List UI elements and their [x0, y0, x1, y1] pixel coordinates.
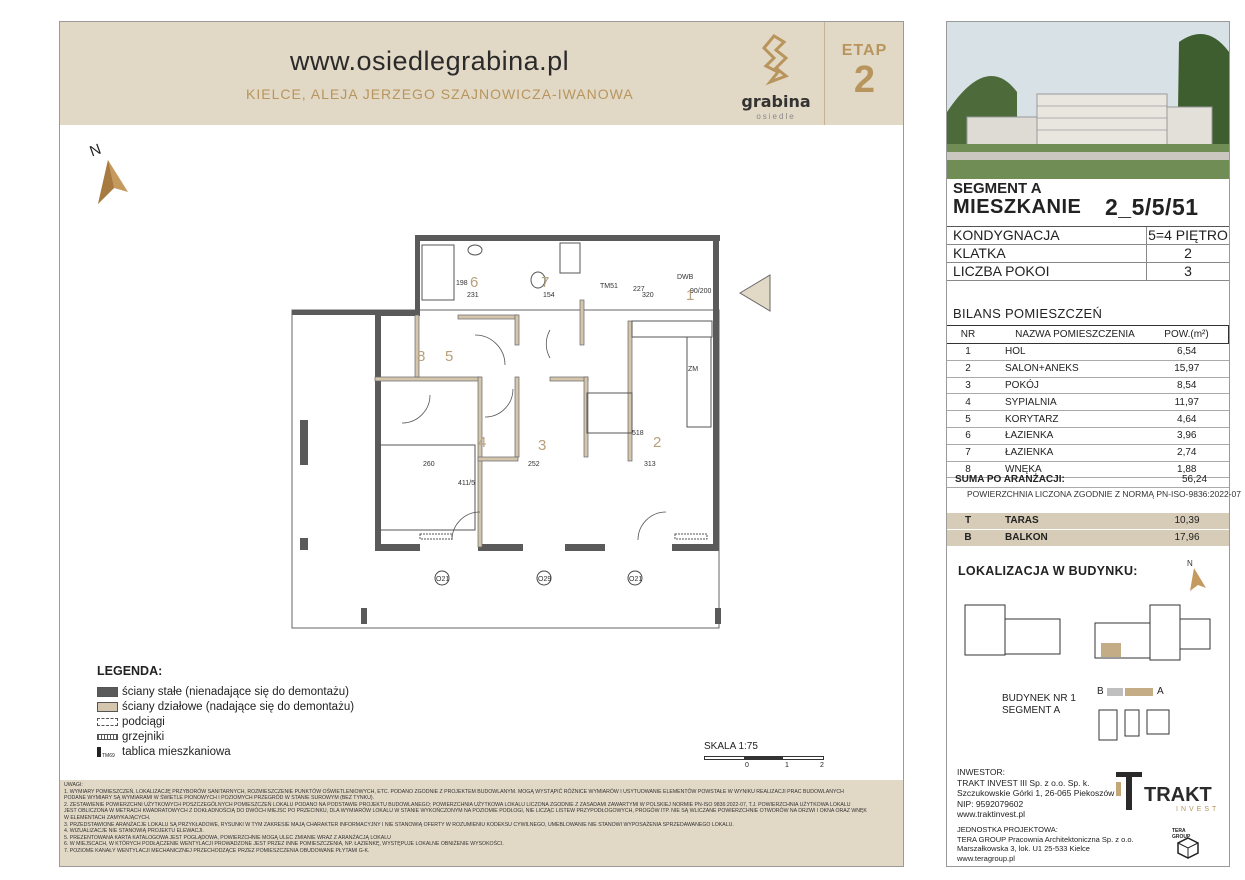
investor-line[interactable]: www.traktinvest.pl: [957, 809, 1026, 819]
room-nr: 1: [947, 344, 989, 361]
permanent-walls: [292, 235, 721, 624]
note-line: 2. ZESTAWIENIE POWIERZCHNI UŻYTKOWYCH POSZCZEGÓLNYCH POMIESZCZEŃ LOKALU PODANO NA PODSTAWIE PROJEKTU BUDOWLANEGO; POWIERZCHNIA UŻYTKOWA LOKALU LICZONA ZGODNIE Z ZASADAMI ZAWARTYMI W POLSKIEJ NORMIE PN-ISO 9836:2022-07, T.J. POWIERZCHNIA UŻYTKOWA LOKALU: [64, 801, 851, 808]
scale-tick: 0: [745, 762, 749, 769]
tera-logo-text: TERA GROUP: [1172, 828, 1191, 840]
apartment-number: 2_5/5/51: [1105, 194, 1199, 220]
room-area: 3,96: [1145, 427, 1229, 444]
dim-label: 90/200: [690, 288, 712, 295]
room-area: 6,54: [1145, 344, 1229, 361]
legend-swatch: [97, 718, 118, 726]
scale-tick: 2: [820, 762, 824, 769]
outdoor-row: [947, 530, 1229, 547]
etap-box: [824, 22, 904, 125]
room-name: SALON+ANEKS: [989, 360, 1145, 377]
info-key: KLATKA: [947, 245, 1147, 262]
legend-label: grzejniki: [122, 731, 165, 743]
table-row: [947, 344, 1229, 361]
info-value: 3: [1184, 263, 1192, 279]
room-name: ŁAZIENKA: [989, 444, 1145, 461]
info-value: 2: [1184, 245, 1192, 261]
notes-title: UWAGI:: [64, 782, 83, 788]
table-row: [947, 360, 1229, 377]
table-row: [947, 444, 1229, 461]
segment-diagram: [1095, 686, 1175, 746]
dim-label: DWB: [677, 274, 694, 281]
segment-b-tag: B: [1097, 686, 1104, 697]
segment-a-tag: A: [1157, 686, 1164, 697]
project-line[interactable]: www.teragroup.pl: [957, 853, 1015, 863]
room-area: 11,97: [1145, 394, 1229, 411]
room-label-7: 7: [541, 274, 550, 291]
table-row: [947, 377, 1229, 394]
dim-label: ZM: [688, 366, 699, 373]
outdoor-name: TARAS: [1005, 515, 1039, 526]
info-row: [947, 227, 1229, 245]
logo-name: grabina: [741, 92, 811, 111]
tera-logo: [1172, 828, 1204, 860]
room-nr: 4: [947, 394, 989, 411]
building-site-plan: [955, 595, 1225, 665]
mini-compass-north: N: [1187, 559, 1193, 568]
dim-label: TM51: [600, 283, 618, 290]
legend-label: podciągi: [122, 716, 165, 728]
room-label-2: 2: [653, 434, 662, 451]
outdoor-name: BALKON: [1005, 532, 1048, 543]
outdoor-code: T: [964, 515, 972, 526]
etap-label: ETAP: [841, 42, 888, 59]
room-label-3: 3: [538, 437, 547, 454]
room-label-4: 4: [478, 434, 487, 451]
room-name: SYPIALNIA: [989, 394, 1145, 411]
scale-label: SKALA 1:75: [704, 741, 758, 752]
trakt-logo: [1114, 770, 1224, 814]
room-area: 1,88: [1145, 461, 1229, 478]
norm-note: POWIERZCHNIA LICZONA ZGODNIE Z NORMĄ PN-ISO-9836:2022-07: [967, 489, 1241, 499]
legend-label: ściany działowe (nadające się do demontażu): [122, 701, 355, 713]
dim-label: 411/5: [458, 480, 475, 487]
building-visualization: [947, 22, 1229, 179]
mini-compass-icon: [1182, 556, 1212, 592]
window-tag: O29: [538, 576, 552, 583]
apartment-info-table: [947, 226, 1229, 281]
etap-number: 2: [853, 59, 876, 101]
info-value: 5=4 PIĘTRO: [1148, 227, 1228, 243]
rooms-table: [947, 325, 1229, 478]
legend-label: ściany stałe (nienadające się do demontażu): [122, 686, 349, 698]
room-name: ŁAZIENKA: [989, 427, 1145, 444]
investor-block: [957, 767, 1114, 820]
table-row: [947, 411, 1229, 428]
window-markers: [435, 571, 642, 585]
legend-label: tablica mieszkaniowa: [122, 746, 231, 758]
room-area: 2,74: [1145, 444, 1229, 461]
room-nr: 5: [947, 411, 989, 428]
dim-label: 198: [456, 280, 468, 287]
legend-swatch: [97, 702, 118, 712]
legend-swatch: [97, 734, 118, 740]
dim-label: 154: [543, 292, 555, 299]
dim-label: 320: [642, 292, 654, 299]
room-name: POKÓJ: [989, 377, 1145, 394]
note-line: 6. W MIEJSCACH, W KTÓRYCH PODŁĄCZENIE WENTYLACJI PROWADZONE JEST PRZEZ INNE POMIESZCZENIA, NP. ŁAZIENKĘ, WYSTĘPUJE LOKALNE OBNIŻENIE WYSOKOŚCI.: [64, 841, 504, 848]
trakt-sub: INVEST: [1176, 806, 1220, 813]
building-image: [947, 22, 1229, 179]
note-line: 5. PREZENTOWANA KARTA KATALOGOWA JEST POGLĄDOWA, POWIERZCHNIE MOGĄ ULEC ZMIANIE WRAZ Z ARANŻACJĄ LOKALU: [64, 834, 391, 841]
room-nr: 2: [947, 360, 989, 377]
header-banner: [60, 22, 903, 125]
trakt-mark-icon: [1114, 770, 1144, 812]
mieszkanie-label: MIESZKANIE: [953, 196, 1082, 218]
location-title: LOKALIZACJA W BUDYNKU:: [958, 564, 1138, 578]
note-line: W ELEMENTACH ZAMYKAJĄCYCH.: [64, 814, 151, 821]
room-label-6: 6: [470, 274, 479, 291]
outdoor-table: [947, 513, 1229, 547]
partition-walls: [375, 300, 632, 547]
trakt-name: TRAKT: [1144, 784, 1212, 806]
project-line: TERA GROUP Pracownia Architektoniczna Sp. z o.o.: [957, 834, 1134, 844]
room-name: KORYTARZ: [989, 411, 1145, 428]
note-line: 7. POZIOME KANAŁY WENTYLACJI MECHANICZNEJ PRZECHODZĄCE PRZEZ POMIESZCZENIA OBUDOWANE PŁYTAMI G-K.: [64, 847, 370, 854]
info-key: LICZBA POKOI: [947, 263, 1147, 280]
room-nr: 3: [947, 377, 989, 394]
note-line: JEST OBLICZONA W METRACH KWADRATOWYCH Z DOKŁADNOŚCIĄ DO DWÓCH MIEJSC PO PRZECINKU, DLA WYMIARÓW LOKALU W STANIE WYKOŃCZONYM NA POZIOMIE PODŁOGI, NIE LICZĄC LISTEW PRZYPODŁOGOWYCH, PROGÓW ITP. NIE SĄ WLICZANE POWIERZCHNIE OTWORÓW NA DRZWI I OKNA ORAZ WNĘK: [64, 808, 867, 815]
room-nr: 8: [947, 461, 989, 478]
bilans-title: BILANS POMIESZCZEŃ: [953, 306, 1103, 321]
note-line: 1. WYMIARY POMIESZCZEŃ, LOKALIZACJĘ PRZYBORÓW SANITARNYCH, ROZMIESZCZENIE PUNKTÓW OŚWIETLENIOWYCH, ETC. PODANO ZGODNIE Z PROJEKTEM BUDOWLANYM. MOGĄ WYSTĄPIĆ RÓŻNICE WYMIARÓW I USYTUOWANIE ELEMENTÓW POWSTAŁE W WYNIKU REALIZACJI PRAC BUDOWLANYCH: [64, 788, 844, 795]
outdoor-code: B: [964, 532, 972, 543]
note-line: 4. WIZUALIZACJE NIE STANOWIĄ PROJEKTU ELEWACJI.: [64, 828, 204, 835]
doors: [402, 330, 666, 540]
table-row: [947, 427, 1229, 444]
segment-label: SEGMENT A: [953, 180, 1042, 197]
entrance-arrow-icon: [740, 275, 770, 311]
grabina-leaf-icon: [756, 32, 796, 92]
website-url[interactable]: www.osiedlegrabina.pl: [290, 46, 570, 76]
legend-swatch: [97, 687, 118, 697]
logo-sub: osiedle: [756, 112, 796, 121]
outdoor-area: 10,39: [1174, 515, 1200, 526]
scale-bar: [704, 756, 824, 760]
legend-title: LEGENDA:: [97, 664, 163, 678]
investor-line: Szczukowskie Górki 1, 26-065 Piekoszów: [957, 788, 1115, 798]
legend-tm: TM69: [102, 753, 115, 759]
legend-item-radiators: [97, 731, 164, 743]
legend-item-panel: [97, 746, 231, 758]
room-label-8: 8: [417, 348, 426, 365]
building-number: BUDYNEK NR 1: [1002, 693, 1076, 704]
info-key: KONDYGNACJA: [947, 227, 1147, 244]
investor-line: NIP: 9592079602: [957, 798, 1024, 809]
dim-label: 252: [528, 461, 540, 468]
legend-item-walls: [97, 686, 349, 698]
room-label-5: 5: [445, 348, 454, 365]
compass-north-label: N: [87, 140, 104, 161]
col-area: POW.(m²): [1145, 326, 1229, 344]
room-name: HOL: [989, 344, 1145, 361]
project-label: JEDNOSTKA PROJEKTOWA:: [957, 825, 1058, 834]
room-area: 15,97: [1145, 360, 1229, 377]
outdoor-area: 17,96: [1174, 532, 1200, 543]
sum-row: [947, 471, 1229, 488]
dim-label: 231: [467, 292, 479, 299]
col-name: NAZWA POMIESZCZENIA: [989, 326, 1145, 344]
room-area: 4,64: [1145, 411, 1229, 428]
floor-plan: [60, 125, 903, 775]
room-area: 8,54: [1145, 377, 1229, 394]
legend-swatch: [97, 747, 118, 757]
tera-cube-icon: [1176, 836, 1200, 860]
note-line: PODANE WYMIARY SĄ WYMIARAMI W ŚWIETLE PIONOWYCH I POZIOMYCH PRZEGRÓD W STANIE SUROWYM (BEZ TYNKU).: [64, 795, 375, 802]
outdoor-row: [947, 513, 1229, 530]
dim-label: 227: [633, 286, 645, 293]
rooms-header: [947, 326, 1229, 344]
legend-item-beams: [97, 716, 165, 728]
room-nr: 6: [947, 427, 989, 444]
dim-label: 313: [644, 461, 656, 468]
info-row: [947, 245, 1229, 263]
sum-value: 56,24: [1182, 474, 1208, 485]
dim-label: 518: [632, 430, 644, 437]
room-label-1: 1: [686, 287, 695, 304]
room-nr: 7: [947, 444, 989, 461]
grabina-logo: [736, 30, 816, 120]
sum-label: SUMA PO ARANŻACJI:: [955, 474, 1065, 485]
table-row: [947, 394, 1229, 411]
investor-label: INWESTOR:: [957, 767, 1006, 777]
window-tag: O21: [629, 576, 643, 583]
note-line: 3. PRZEDSTAWIONE ARANŻACJE LOKALU SĄ PRZYKŁADOWE, RYSUNKI W TYM ZAKRESIE MAJĄ CHARAKTER INFORMACYJNY I NIE STANOWIĄ OFERTY W ROZUMIENIU KODEKSU CYWILNEGO, UMEBLOWANIE NIE STANOWI WYPOSAŻENIA SPRZEDAWANEGO LOKALU.: [64, 821, 734, 828]
project-block: [957, 825, 1134, 863]
building-segment: SEGMENT A: [1002, 705, 1061, 716]
project-line: Marszałkowska 3, lok. U1 25-533 Kielce: [957, 844, 1090, 853]
notes-box: [60, 780, 903, 866]
building-info: [1002, 693, 1076, 717]
col-nr: NR: [947, 326, 989, 344]
scale-tick: 1: [785, 762, 789, 769]
investor-line: TRAKT INVEST III Sp. z o.o. Sp. k.: [957, 777, 1090, 788]
legend-item-partitions: [97, 701, 354, 713]
info-row: [947, 263, 1229, 281]
address: KIELCE, ALEJA JERZEGO SZAJNOWICZA-IWANOWA: [246, 86, 634, 102]
dim-label: 260: [423, 461, 435, 468]
room-name: WNĘKA: [989, 461, 1145, 478]
window-tag: O21: [436, 576, 450, 583]
